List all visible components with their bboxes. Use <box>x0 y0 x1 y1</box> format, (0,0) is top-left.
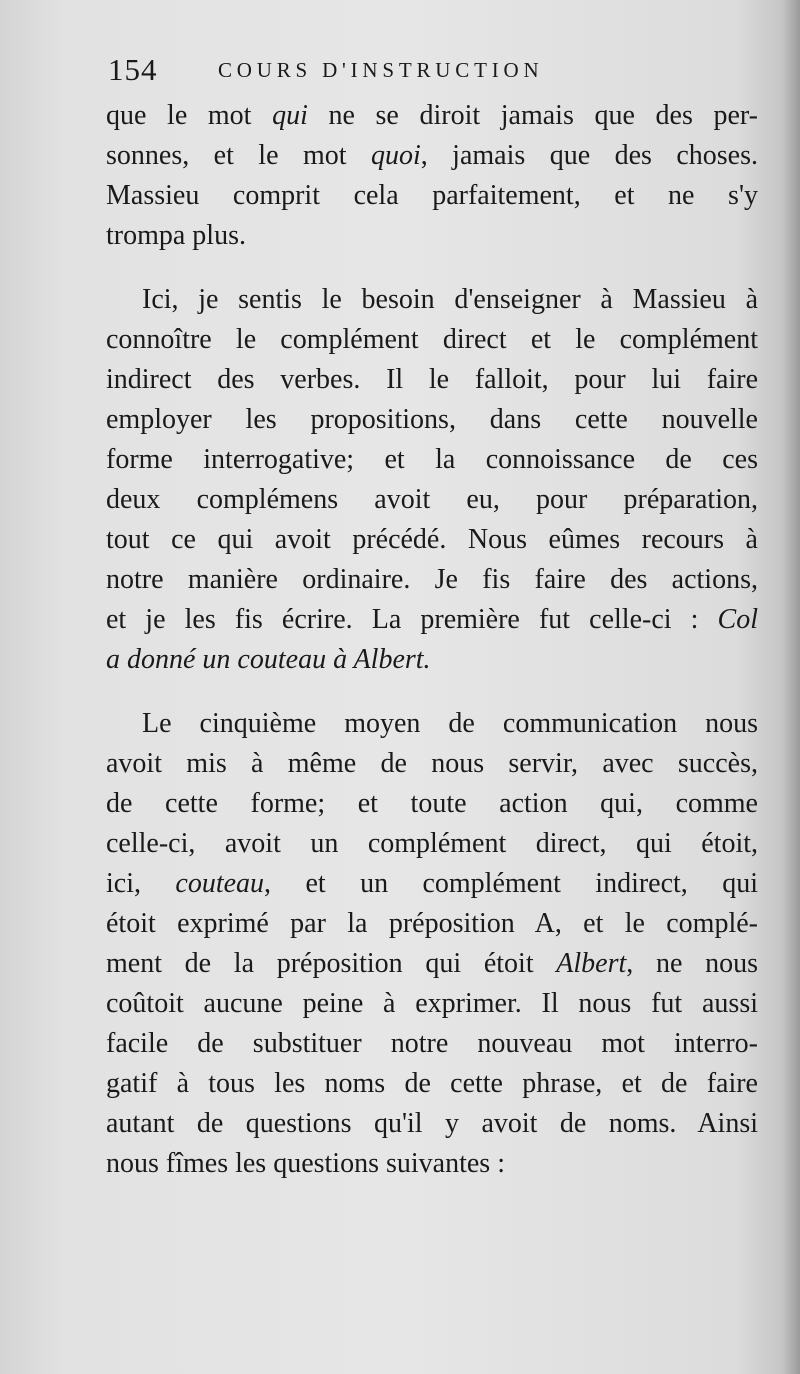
text-segment: que le mot <box>106 100 273 131</box>
text-line <box>106 744 758 784</box>
text-segment: ment de la préposition qui étoit <box>106 948 557 979</box>
text-segment: celle-ci, avoit un complément direct, qui étoit, <box>106 828 758 859</box>
italic-text: qui <box>272 100 308 131</box>
italic-text: Col <box>717 604 758 635</box>
text-segment: ne se diroit jamais que des per- <box>307 100 758 131</box>
text-segment: , et un complément indirect, qui <box>264 868 758 899</box>
text-segment: , ne nous <box>626 948 758 979</box>
text-segment: deux complémens avoit eu, pour préparation, <box>106 484 758 515</box>
text-segment: trompa plus. <box>106 220 246 251</box>
text-segment: facile de substituer notre nouveau mot interro- <box>106 1028 758 1059</box>
text-line <box>106 480 758 520</box>
text-segment: Le cinquième moyen de communication nous <box>142 708 758 739</box>
paragraph-gap <box>106 680 758 704</box>
text-segment: de cette forme; et toute action qui, comme <box>106 788 758 819</box>
paragraph <box>106 96 758 256</box>
text-line <box>106 864 758 904</box>
text-segment: indirect des verbes. Il le falloit, pour lui faire <box>106 364 758 395</box>
text-line <box>106 1104 758 1144</box>
text-line <box>106 360 758 400</box>
text-line <box>106 280 758 320</box>
text-line <box>106 440 758 480</box>
text-line <box>106 176 758 216</box>
text-line <box>106 400 758 440</box>
text-line <box>106 984 758 1024</box>
page-number: 154 <box>108 52 158 87</box>
text-line <box>106 944 758 984</box>
text-line <box>106 216 758 256</box>
text-segment: avoit mis à même de nous servir, avec succès, <box>106 748 758 779</box>
text-segment: étoit exprimé par la préposition A, et le complé- <box>106 908 758 939</box>
text-segment: Ici, je sentis le besoin d'enseigner à Massieu à <box>142 284 758 315</box>
text-line <box>106 560 758 600</box>
text-line <box>106 640 758 680</box>
text-line <box>106 1144 758 1184</box>
italic-text: Albert <box>556 948 627 979</box>
text-line <box>106 96 758 136</box>
text-line <box>106 1064 758 1104</box>
text-segment: gatif à tous les noms de cette phrase, et de faire <box>106 1068 758 1099</box>
text-segment: forme interrogative; et la connoissance de ces <box>106 444 758 475</box>
text-segment: tout ce qui avoit précédé. Nous eûmes recours à <box>106 524 758 555</box>
text-segment: connoître le complément direct et le complément <box>106 324 758 355</box>
text-line <box>106 784 758 824</box>
paragraph <box>106 704 758 1184</box>
text-line <box>106 704 758 744</box>
running-head: COURS D'INSTRUCTION <box>218 58 544 82</box>
paragraph-gap <box>106 256 758 280</box>
text-segment: employer les propositions, dans cette nouvelle <box>106 404 758 435</box>
text-segment: et je les fis écrire. La première fut celle-ci : <box>106 604 718 635</box>
text-segment: sonnes, et le mot <box>106 140 371 171</box>
text-segment: notre manière ordinaire. Je fis faire des actions, <box>106 564 758 595</box>
text-line <box>106 136 758 176</box>
text-segment: coûtoit aucune peine à exprimer. Il nous fut aussi <box>106 988 758 1019</box>
text-line <box>106 600 758 640</box>
text-segment: Massieu comprit cela parfaitement, et ne s'y <box>106 180 758 211</box>
text-line <box>106 824 758 864</box>
text-segment: ici, <box>106 868 176 899</box>
text-line <box>106 320 758 360</box>
italic-text: couteau <box>175 868 265 899</box>
italic-text: quoi <box>370 140 421 171</box>
text-segment: , jamais que des choses. <box>420 140 758 171</box>
text-line <box>106 1024 758 1064</box>
paragraph <box>106 280 758 680</box>
text-line <box>106 520 758 560</box>
page-header <box>108 52 668 92</box>
text-segment: nous fîmes les questions suivantes : <box>106 1148 505 1179</box>
body-text <box>106 96 758 1184</box>
text-segment: autant de questions qu'il y avoit de noms. Ainsi <box>106 1108 758 1139</box>
italic-text: a donné un couteau à Albert. <box>106 644 431 675</box>
text-line <box>106 904 758 944</box>
